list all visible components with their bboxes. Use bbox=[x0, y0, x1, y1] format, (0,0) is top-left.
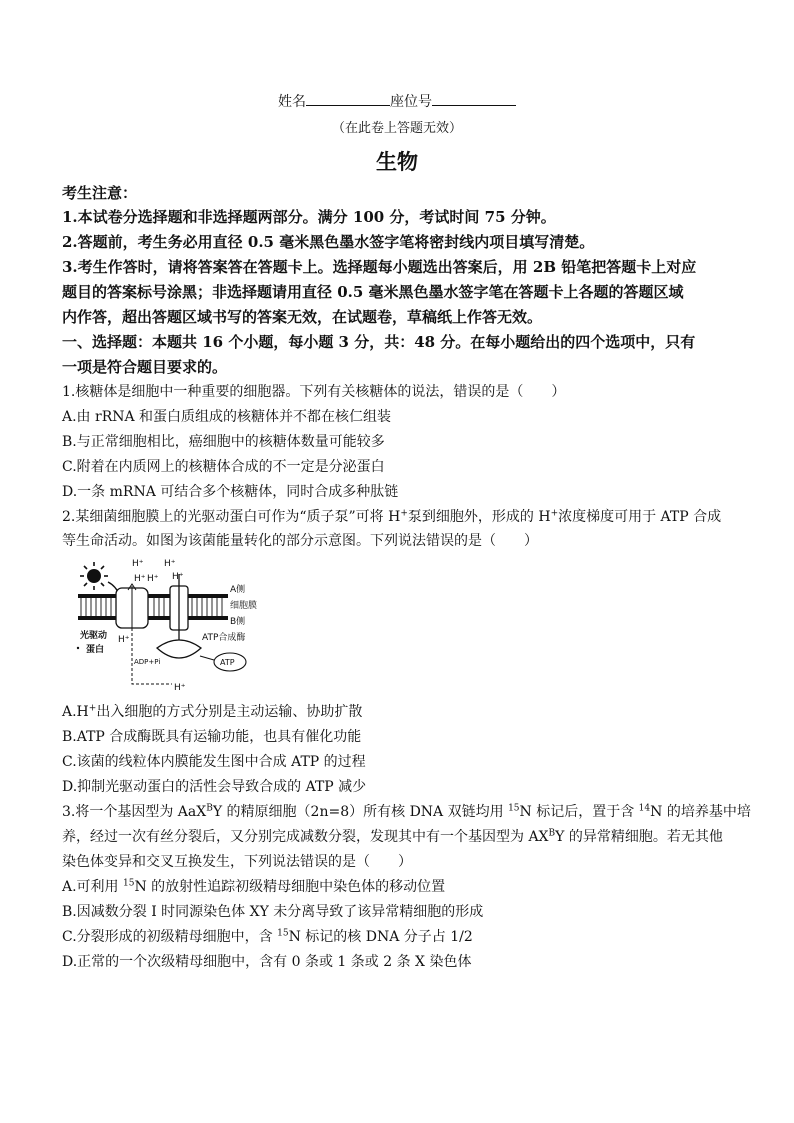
q3-stem-line-3: 染色体变异和交叉互换发生，下列说法错误的是（ ） bbox=[62, 854, 412, 870]
side-b-label: B侧 bbox=[230, 617, 246, 627]
seat-blank bbox=[432, 91, 516, 106]
notice-item-3-line-1: 3.考生作答时，请将答案答在答题卡上。选择题每小题选出答案后，用 2B 铅笔把答题卡上对应 bbox=[62, 258, 697, 276]
notice-item-3-line-2: 题目的答案标号涂黑；非选择题请用直径 0.5 毫米黑色墨水签字笔在答题卡上各题的答题区域 bbox=[62, 283, 684, 301]
q3-option-d: D.正常的一个次级精母细胞中，含有 0 条或 1 条或 2 条 X 染色体 bbox=[62, 954, 472, 970]
adp-pi-label: ADP+Pi bbox=[134, 658, 161, 666]
q1-option-c: C.附着在内质网上的核糖体合成的不一定是分泌蛋白 bbox=[62, 459, 385, 475]
atp-label: ATP bbox=[220, 658, 235, 667]
notice-item-3-line-3: 内作答，超出答题区域书写的答案无效，在试题卷，草稿纸上作答无效。 bbox=[62, 308, 543, 326]
notice-item-1: 1.本试卷分选择题和非选择题两部分。满分 100 分，考试时间 75 分钟。 bbox=[62, 208, 556, 226]
q2-option-a: A.H+出入细胞的方式分别是主动运输、协助扩散 bbox=[62, 703, 363, 720]
q1-option-d: D.一条 mRNA 可结合多个核糖体，同时合成多种肽链 bbox=[62, 484, 399, 500]
q2-option-b: B.ATP 合成酶既具有运输功能，也具有催化功能 bbox=[62, 729, 362, 745]
svg-text:H⁺: H⁺ bbox=[134, 574, 146, 584]
light-protein-label-2: 蛋白 bbox=[86, 645, 105, 655]
q3-option-a: A.可利用 $^{15}$N 的放射性追踪初级精母细胞中染色体的移动位置 bbox=[62, 878, 446, 895]
svg-text:H⁺: H⁺ bbox=[147, 574, 159, 584]
proton-pump-diagram bbox=[72, 556, 302, 696]
q2-option-c: C.该菌的线粒体内膜能发生图中合成 ATP 的过程 bbox=[62, 754, 366, 770]
no-answer-note: （在此卷上答题无效） bbox=[331, 121, 462, 136]
svg-text:H⁺: H⁺ bbox=[164, 559, 176, 569]
name-label: 姓名 bbox=[278, 94, 306, 110]
q3-option-c: C.分裂形成的初级精母细胞中，含 $^{15}$N 标记的核 DNA 分子占 1/2 bbox=[62, 928, 473, 945]
q1-option-b: B.与正常细胞相比，癌细胞中的核糖体数量可能较多 bbox=[62, 434, 385, 450]
svg-text:H⁺: H⁺ bbox=[118, 635, 130, 645]
name-seat-line bbox=[0, 91, 794, 111]
notice-heading: 考生注意： bbox=[62, 184, 138, 202]
q2-stem-line-1: 2.某细菌细胞膜上的光驱动蛋白可作为“质子泵”可将 H+泵到细胞外，形成的 H+浓度梯度可用于 ATP 合成 bbox=[62, 508, 722, 525]
q1-option-a: A.由 rRNA 和蛋白质组成的核糖体并不都在核仁组装 bbox=[62, 409, 392, 425]
notice-item-2: 2.答题前，考生务必用直径 0.5 毫米黑色墨水签字笔将密封线内项目填写清楚。 bbox=[62, 233, 595, 251]
seat-label: 座位号 bbox=[390, 94, 432, 110]
section-heading-line-2: 一项是符合题目要求的。 bbox=[62, 358, 228, 376]
svg-text:H⁺: H⁺ bbox=[172, 572, 184, 582]
name-blank bbox=[306, 91, 390, 106]
q3-stem-line-2: 养，经过一次有丝分裂后，又分别完成减数分裂，发现其中有一个基因型为 $AX^BY$ 的异常精细胞。若无其他 bbox=[62, 828, 723, 845]
section-heading-line-1: 一、选择题：本题共 16 个小题，每小题 3 分，共：48 分。在每小题给出的四个选项中，只有 bbox=[62, 333, 696, 351]
q2-stem-line-2: 等生命活动。如图为该菌能量转化的部分示意图。下列说法错误的是（ ） bbox=[62, 533, 538, 549]
atp-synthase-label: ATP合成酶 bbox=[202, 633, 246, 643]
page-title: 生物 bbox=[376, 149, 418, 174]
svg-text:H⁺: H⁺ bbox=[174, 683, 186, 693]
membrane-label: 细胞膜 bbox=[230, 601, 258, 611]
q3-option-b: B.因减数分裂 I 时同源染色体 XY 未分离导致了该异常精细胞的形成 bbox=[62, 904, 484, 920]
sun-icon bbox=[80, 562, 120, 596]
q2-option-d: D.抑制光驱动蛋白的活性会导致合成的 ATP 减少 bbox=[62, 779, 367, 795]
q3-stem-line-1: 3.将一个基因型为 AaX$^B$Y 的精原细胞（2n=8）所有核 DNA 双链均用 $^{15}$N 标记后，置于含 $^{14}$N 的培养基中培 bbox=[62, 803, 751, 820]
q1-stem: 1.核糖体是细胞中一种重要的细胞器。下列有关核糖体的说法，错误的是（ ） bbox=[62, 384, 566, 400]
side-a-label: A侧 bbox=[230, 585, 246, 595]
svg-text:H⁺: H⁺ bbox=[132, 559, 144, 569]
light-protein-label-1: 光驱动 bbox=[80, 631, 108, 641]
cell-membrane-bilayer bbox=[78, 594, 228, 620]
